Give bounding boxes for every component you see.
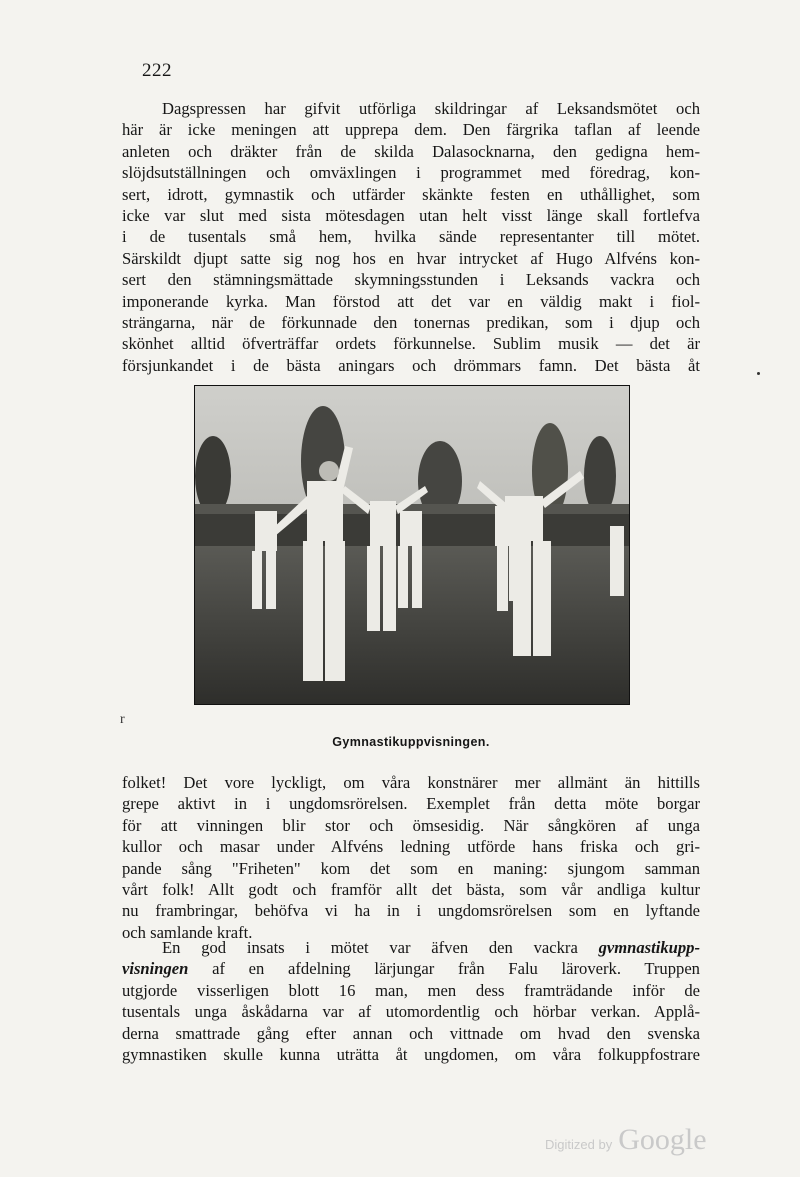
figure-caption: Gymnastikuppvisningen. bbox=[332, 735, 490, 749]
emphasized-term: gvmnastikupp- bbox=[598, 938, 700, 957]
text-line: folket! Det vore lyckligt, om våra konstnärer mer allmänt än hittills bbox=[122, 773, 700, 792]
text-line: tusentals unga åskådarna var af utomordentlig och hörbar verkan. Applå- bbox=[122, 1002, 700, 1022]
text-line: kullor och masar under Alfvéns ledning utförde hans friska och gri- bbox=[122, 837, 700, 857]
stray-dot bbox=[757, 372, 760, 375]
text-line: i de tusentals små hem, hvilka sände representanter till mötet. bbox=[122, 227, 700, 247]
paragraph-2 bbox=[122, 772, 700, 943]
text-line: och samlande kraft. bbox=[122, 922, 253, 942]
text-line: för att vinningen blir stor och ömsesidig. När sångkören af unga bbox=[122, 815, 700, 835]
text-line: Särskildt djupt satte sig nog hos en hvar intrycket af Hugo Alfvéns kon- bbox=[122, 248, 700, 268]
text-line: derna smattrade gång efter annan och vittnade om hvad den svenska bbox=[122, 1023, 700, 1043]
text-line: här är icke meningen att upprepa dem. Den färgrika taflan af leende bbox=[122, 120, 700, 140]
watermark-small-text: Digitized by bbox=[545, 1137, 613, 1152]
text-line: strängarna, när de förkunnade den tonernas predikan, som i djup och bbox=[122, 313, 700, 333]
text-line bbox=[122, 937, 700, 958]
emphasized-term: visningen bbox=[122, 959, 189, 979]
text-line: skönhet alltid öfverträffar ordets förkunnelse. Sublim musik — det är bbox=[122, 334, 700, 354]
digitized-watermark bbox=[545, 1123, 707, 1157]
text-line: anleten och dräkter från de skilda Dalasocknarna, den gedigna hem- bbox=[122, 141, 700, 161]
page-number: 222 bbox=[142, 60, 172, 81]
text-line: utgjorde visserligen blott 16 man, men dess framträdande inför de bbox=[122, 980, 700, 1000]
text-run: af en afdelning lärjungar från Falu läroverk. Truppen bbox=[212, 959, 700, 979]
text-line: pande sång "Friheten" kom det som en maning: sjungom samman bbox=[122, 858, 700, 878]
text-line: icke var slut med sista mötesdagen utan helt visst länge skall fortlefva bbox=[122, 206, 700, 226]
text-run: En god insats i mötet var äfven den vackra bbox=[162, 938, 578, 957]
text-line: grepe aktivt in i ungdomsrörelsen. Exemplet från detta möte borgar bbox=[122, 794, 700, 814]
text-line: slöjdsutställningen och omväxlingen i programmet med föredrag, kon- bbox=[122, 163, 700, 183]
text-line: sert, idrott, gymnastik och utfärder skänkte festen en uthållighet, som bbox=[122, 184, 700, 204]
text-line: försjunkandet i de bästa aningars och drömmars famn. Det bästa åt bbox=[122, 355, 700, 375]
text-line bbox=[122, 958, 700, 979]
watermark-logo-text: Google bbox=[618, 1123, 707, 1156]
text-line: nu frambringar, behöfva vi ha in i ungdomsrörelsen som en lyftande bbox=[122, 901, 700, 921]
stray-mark: r bbox=[120, 712, 125, 727]
gymnastics-photo bbox=[194, 385, 630, 705]
text-line: Dagspressen har gifvit utförliga skildringar af Leksandsmötet och bbox=[162, 99, 700, 118]
paragraph-1 bbox=[122, 98, 700, 376]
photo-illustration bbox=[195, 386, 629, 704]
text-line: imponerande kyrka. Man förstod att det var en väldig makt i fiol- bbox=[122, 291, 700, 311]
text-line: sert den stämningsmättade skymningsstunden i Leksands vackra och bbox=[122, 270, 700, 290]
text-line: gymnastiken skulle kunna uträtta åt ungdomen, om våra folkuppfostrare bbox=[122, 1045, 700, 1065]
paragraph-3 bbox=[122, 937, 700, 1065]
text-line: vårt folk! Allt godt och framför allt det bästa, som vår andliga kultur bbox=[122, 880, 700, 900]
